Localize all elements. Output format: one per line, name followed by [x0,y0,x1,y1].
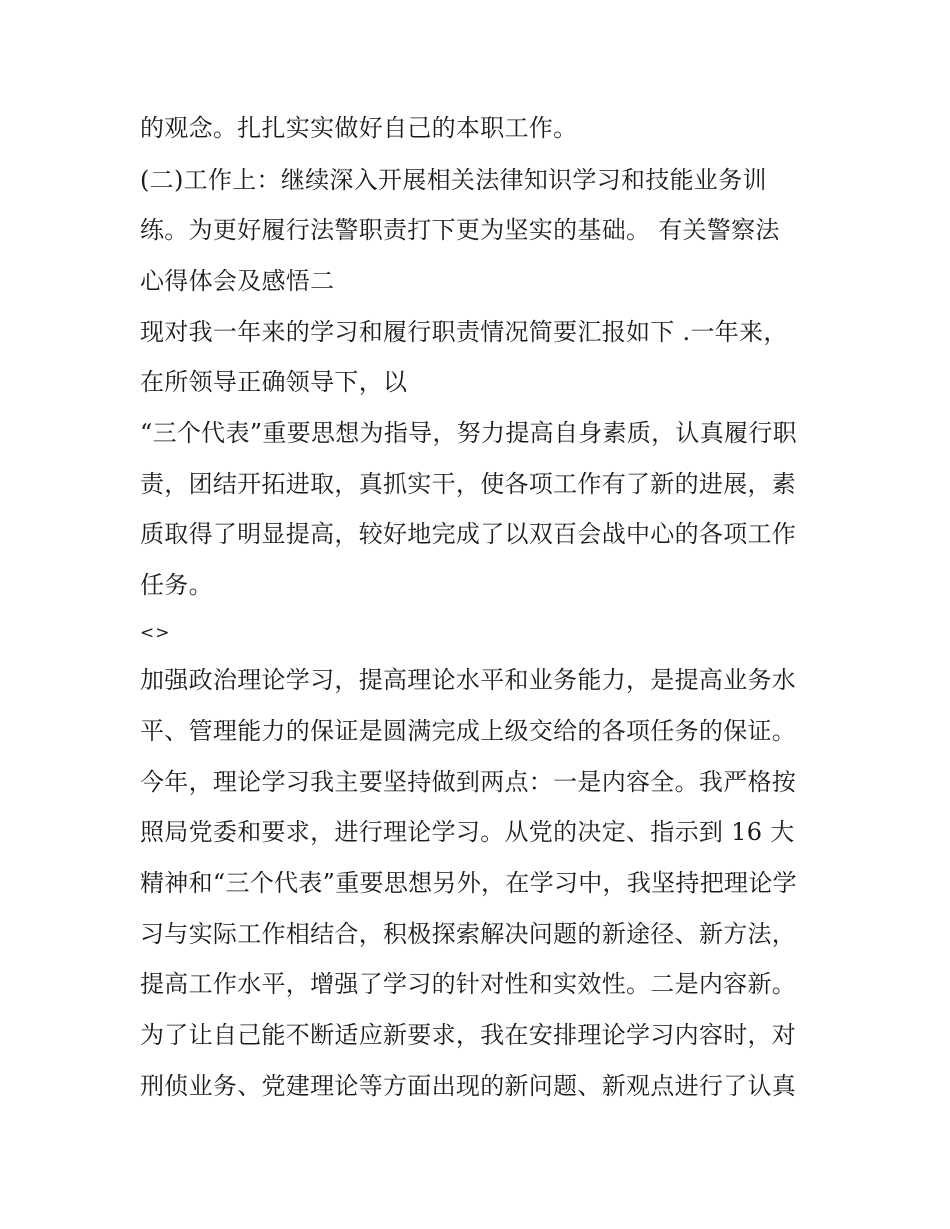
text-line: (二)工作上：继续深入开展相关法律知识学习和技能业务训 [140,166,767,194]
text-line: <> [140,623,171,643]
text-line: 精神和“三个代表”重要思想另外，在学习中，我坚持把理论学 [140,869,797,897]
text-line: 照局党委和要求，进行理论学习。从党的决定、指示到 16 大 [140,818,795,846]
text-line: 质取得了明显提高，较好地完成了以双百会战中心的各项工作 [140,520,797,548]
text-line: 责，团结开拓进取，真抓实干，使各项工作有了新的进展，素 [140,470,797,498]
text-line: 为了让自己能不断适应新要求，我在安排理论学习内容时，对 [140,1021,797,1049]
text-line: 习与实际工作相结合，积极探索解决问题的新途径、新方法， [140,920,797,948]
text-line: 刑侦业务、党建理论等方面出现的新问题、新观点进行了认真 [140,1072,797,1100]
text-line: 在所领导正确领导下，以 [140,368,408,396]
text-line: 心得体会及感悟二 [140,267,335,295]
text-line: 提高工作水平，增强了学习的针对性和实效性。二是内容新。 [140,970,797,998]
text-line: 任务。 [140,571,213,599]
text-line: 加强政治理论学习，提高理论水平和业务能力，是提高业务水 [140,666,797,694]
text-line: “三个代表”重要思想为指导，努力提高自身素质，认真履行职 [140,419,797,447]
text-line: 现对我一年来的学习和履行职责情况简要汇报如下 .一年来， [140,318,788,346]
text-line: 平、管理能力的保证是圆满完成上级交给的各项任务的保证。 [140,717,797,745]
text-line: 今年，理论学习我主要坚持做到两点：一是内容全。我严格按 [140,768,797,796]
text-line: 练。为更好履行法警职责打下更为坚实的基础。 有关警察法 [140,216,780,244]
text-line: 的观念。扎扎实实做好自己的本职工作。 [140,114,578,142]
